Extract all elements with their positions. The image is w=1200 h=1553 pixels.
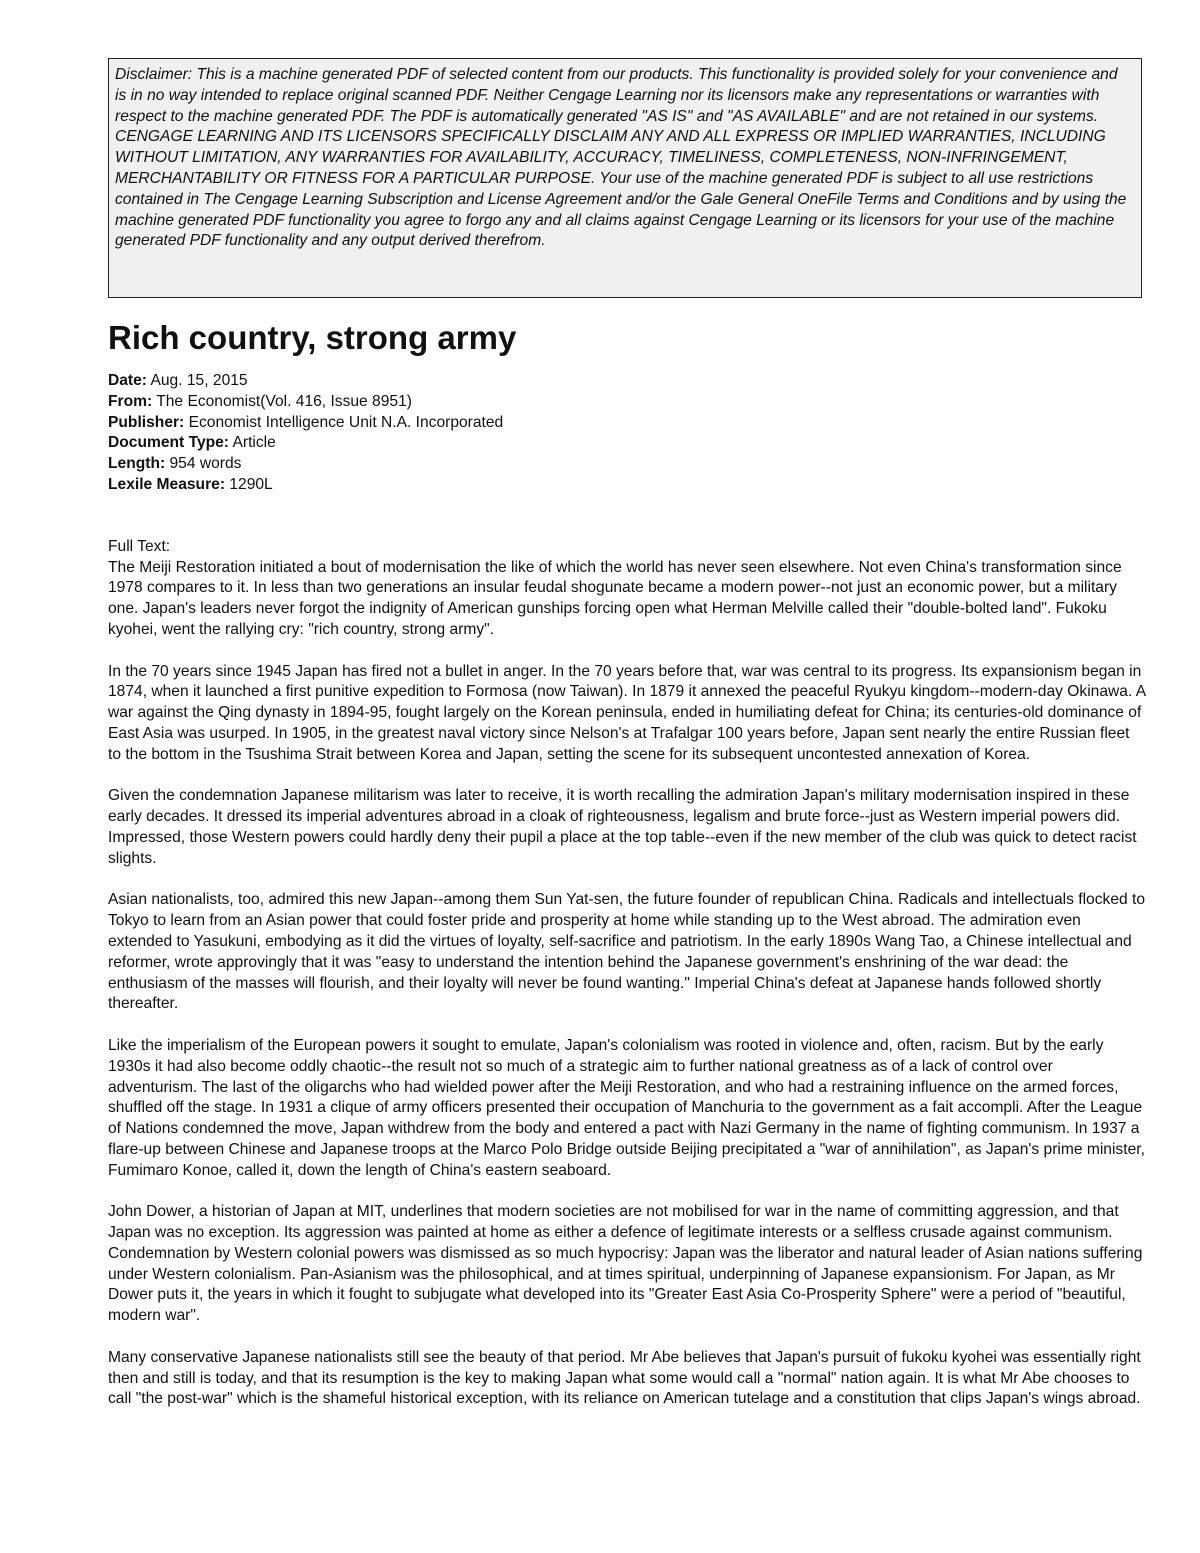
meta-label: Lexile Measure: xyxy=(108,475,226,493)
body-paragraph: John Dower, a historian of Japan at MIT, underlines that modern societies are not mobilised for war in the name of committing aggression, and that Japan was no exception. Its aggression was painted at home as either a defence of legitimate interests or a selfless crusade against communism. Condemnation by Western colonial powers was dismissed as so much hypocrisy: Japan was the liberator and natural leader of Asian nations suffering under Western colonialism. Pan-Asianism was the philosophical, and at times spiritual, underpinning of Japanese expansionism. For Japan, as Mr Dower puts it, the years in which it fought to subjugate what developed into its "Greater East Asia Co-Prosperity Sphere" were a period of "beautiful, modern war". xyxy=(108,1203,1143,1325)
meta-label: Date: xyxy=(108,372,147,389)
body-paragraph: The Meiji Restoration initiated a bout of modernisation the like of which the world has never seen elsewhere. Not even China's transformation since 1978 compares to it. In less than two generations an insular feudal shogunate became a modern power--not just an economic power, but a military one. Japan's leaders never forgot the indignity of American gunships forcing open what Herman Melville called their "double-bolted land". Fukoku kyohei, went the rallying cry: "rich country, strong army". xyxy=(108,558,1122,638)
meta-lexile xyxy=(108,475,1144,496)
meta-value: 1290L xyxy=(225,475,273,493)
meta-label: Publisher: xyxy=(108,413,185,431)
article-title: Rich country, strong army xyxy=(108,319,517,356)
body-paragraph: Given the condemnation Japanese militarism was later to receive, it is worth recalling the admiration Japan's military modernisation inspired in these early decades. It dressed its imperial adventures abroad in a cloak of righteousness, legalism and brute force--just as Western imperial powers did. Impressed, those Western powers could hardly deny their pupil a place at the top table--even if the new member of the club was quick to detect racist slights. xyxy=(108,787,1137,867)
meta-value: The Economist(Vol. 416, Issue 8951) xyxy=(152,392,412,410)
article-metadata xyxy=(108,371,1144,496)
meta-value: Article xyxy=(229,434,276,452)
meta-from xyxy=(108,392,1144,413)
body-paragraph: In the 70 years since 1945 Japan has fired not a bullet in anger. In the 70 years before that, war was central to its progress. Its expansionism began in 1874, when it launched a first punitive expedition to Formosa (now Taiwan). In 1879 it annexed the peaceful Ryukyu kingdom--modern-day Okinawa. A war against the Qing dynasty in 1894-95, fought largely on the Korean peninsula, ended in humiliating defeat for China; its centuries-old dominance of East Asia was usurped. In 1905, in the greatest naval victory since Nelson's at Trafalgar 100 years before, Japan sent nearly the entire Russian fleet to the bottom in the Tsushima Strait between Korea and Japan, setting the scene for its subsequent uncontested annexation of Korea. xyxy=(108,662,1146,763)
body-paragraph: Asian nationalists, too, admired this new Japan--among them Sun Yat-sen, the future founder of republican China. Radicals and intellectuals flocked to Tokyo to learn from an Asian power that could foster pride and prosperity at home while standing up to the West abroad. The admiration even extended to Yasukuni, embodying as it did the virtues of loyalty, self-sacrifice and patriotism. In the early 1890s Wang Tao, a Chinese intellectual and reformer, wrote approvingly that it was "easy to understand the intention behind the Japanese government's enshrining of the war dead: the enthusiasm of the masses will flourish, and their loyalty will never be found wanting." Imperial China's defeat at Japanese hands followed shortly thereafter. xyxy=(108,891,1146,1013)
meta-value: Economist Intelligence Unit N.A. Incorporated xyxy=(184,413,504,431)
document-page xyxy=(108,58,1144,1431)
body-paragraph: Many conservative Japanese nationalists still see the beauty of that period. Mr Abe believes that Japan's pursuit of fukoku kyohei was essentially right then and still is today, and that its resumption is the key to making Japan what some would call a "normal" nation again. It is what Mr Abe chooses to call "the post-war" which is the shameful historical exception, with its reliance on American tutelage and a constitution that clips Japan's wings abroad. xyxy=(108,1348,1141,1408)
meta-length xyxy=(108,454,1144,475)
body-paragraph: Like the imperialism of the European powers it sought to emulate, Japan's colonialism was rooted in violence and, often, racism. But by the early 1930s it had also become oddly chaotic--the result not so much of a strategic aim to further national greatness as of a lack of control over adventurism. The last of the oligarchs who had wielded power after the Meiji Restoration, and who had a restraining influence on the armed forces, shuffled off the stage. In 1931 a clique of army officers presented their occupation of Manchuria to the government as a fait accompli. After the League of Nations condemned the move, Japan withdrew from the body and entered a pact with Nazi Germany in the name of fighting communism. In 1937 a flare-up between Chinese and Japanese troops at the Marco Polo Bridge outside Beijing precipitated a "war of annihilation", as Japan's prime minister, Fumimaro Konoe, called it, down the length of China's eastern seaboard. xyxy=(108,1036,1145,1179)
meta-date xyxy=(108,371,1144,392)
meta-value: Aug. 15, 2015 xyxy=(147,372,248,389)
meta-label: Length: xyxy=(108,455,166,473)
meta-label: From: xyxy=(108,392,153,410)
article-body xyxy=(108,558,1144,1411)
full-text-label: Full Text: xyxy=(108,537,171,555)
disclaimer-box: Disclaimer: This is a machine generated PDF of selected content from our products. This functionality is provided solely for your convenience and is in no way intended to replace original scanned PDF. Neither Cengage Learning nor its licensors make any representations or warranties with respect to the machine generated PDF. The PDF is automatically generated "AS IS" and "AS AVAILABLE" and are not retained in our systems. CENGAGE LEARNING AND ITS LICENSORS SPECIFICALLY DISCLAIM ANY AND ALL EXPRESS OR IMPLIED WARRANTIES, INCLUDING WITHOUT LIMITATION, ANY WARRANTIES FOR AVAILABILITY, ACCURACY, TIMELINESS, COMPLETENESS, NON-INFRINGEMENT, MERCHANTABILITY OR FITNESS FOR A PARTICULAR PURPOSE. Your use of the machine generated PDF is subject to all use restrictions contained in The Cengage Learning Subscription and License Agreement and/or the Gale General OneFile Terms and Conditions and by using the machine generated PDF functionality you agree to forgo any and all claims against Cengage Learning or its licensors for your use of the machine generated PDF functionality and any output derived therefrom. xyxy=(108,58,1142,298)
meta-document-type xyxy=(108,433,1144,454)
meta-label: Document Type: xyxy=(108,434,230,452)
meta-publisher xyxy=(108,413,1144,434)
meta-value: 954 words xyxy=(165,455,242,473)
